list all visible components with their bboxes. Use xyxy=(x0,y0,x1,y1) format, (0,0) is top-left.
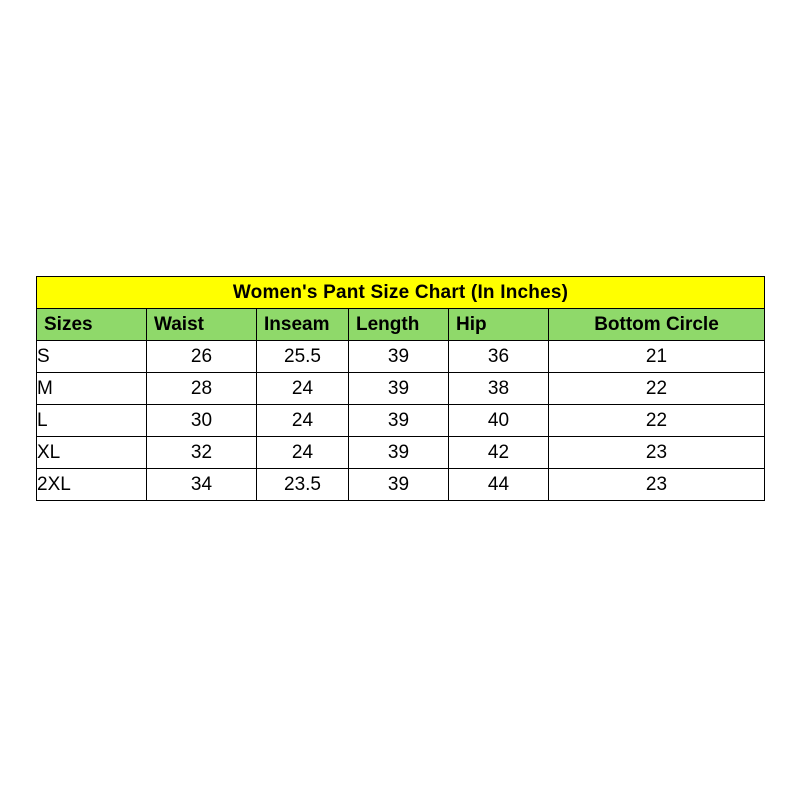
column-header-inseam: Inseam xyxy=(257,309,349,341)
table-header-row xyxy=(37,309,765,341)
cell-bottom-circle: 23 xyxy=(549,469,765,501)
cell-length: 39 xyxy=(349,405,449,437)
column-header-bottom-circle: Bottom Circle xyxy=(549,309,765,341)
cell-waist: 34 xyxy=(147,469,257,501)
cell-size: L xyxy=(37,405,147,437)
column-header-waist: Waist xyxy=(147,309,257,341)
cell-hip: 44 xyxy=(449,469,549,501)
column-header-length: Length xyxy=(349,309,449,341)
cell-inseam: 23.5 xyxy=(257,469,349,501)
cell-hip: 38 xyxy=(449,373,549,405)
table-row xyxy=(37,437,765,469)
cell-waist: 28 xyxy=(147,373,257,405)
size-chart-container xyxy=(36,276,764,501)
chart-title: Women's Pant Size Chart (In Inches) xyxy=(37,277,765,309)
cell-waist: 32 xyxy=(147,437,257,469)
table-row xyxy=(37,405,765,437)
cell-bottom-circle: 23 xyxy=(549,437,765,469)
cell-bottom-circle: 22 xyxy=(549,373,765,405)
cell-length: 39 xyxy=(349,469,449,501)
column-header-hip: Hip xyxy=(449,309,549,341)
title-row xyxy=(37,277,765,309)
cell-bottom-circle: 21 xyxy=(549,341,765,373)
cell-size: XL xyxy=(37,437,147,469)
size-chart-table xyxy=(36,276,765,501)
cell-hip: 40 xyxy=(449,405,549,437)
cell-hip: 42 xyxy=(449,437,549,469)
cell-hip: 36 xyxy=(449,341,549,373)
cell-length: 39 xyxy=(349,341,449,373)
cell-inseam: 24 xyxy=(257,405,349,437)
cell-length: 39 xyxy=(349,373,449,405)
table-row xyxy=(37,373,765,405)
cell-inseam: 25.5 xyxy=(257,341,349,373)
cell-size: S xyxy=(37,341,147,373)
column-header-sizes: Sizes xyxy=(37,309,147,341)
cell-size: M xyxy=(37,373,147,405)
cell-size: 2XL xyxy=(37,469,147,501)
table-row xyxy=(37,341,765,373)
cell-inseam: 24 xyxy=(257,437,349,469)
cell-waist: 30 xyxy=(147,405,257,437)
cell-length: 39 xyxy=(349,437,449,469)
cell-inseam: 24 xyxy=(257,373,349,405)
cell-bottom-circle: 22 xyxy=(549,405,765,437)
table-row xyxy=(37,469,765,501)
cell-waist: 26 xyxy=(147,341,257,373)
